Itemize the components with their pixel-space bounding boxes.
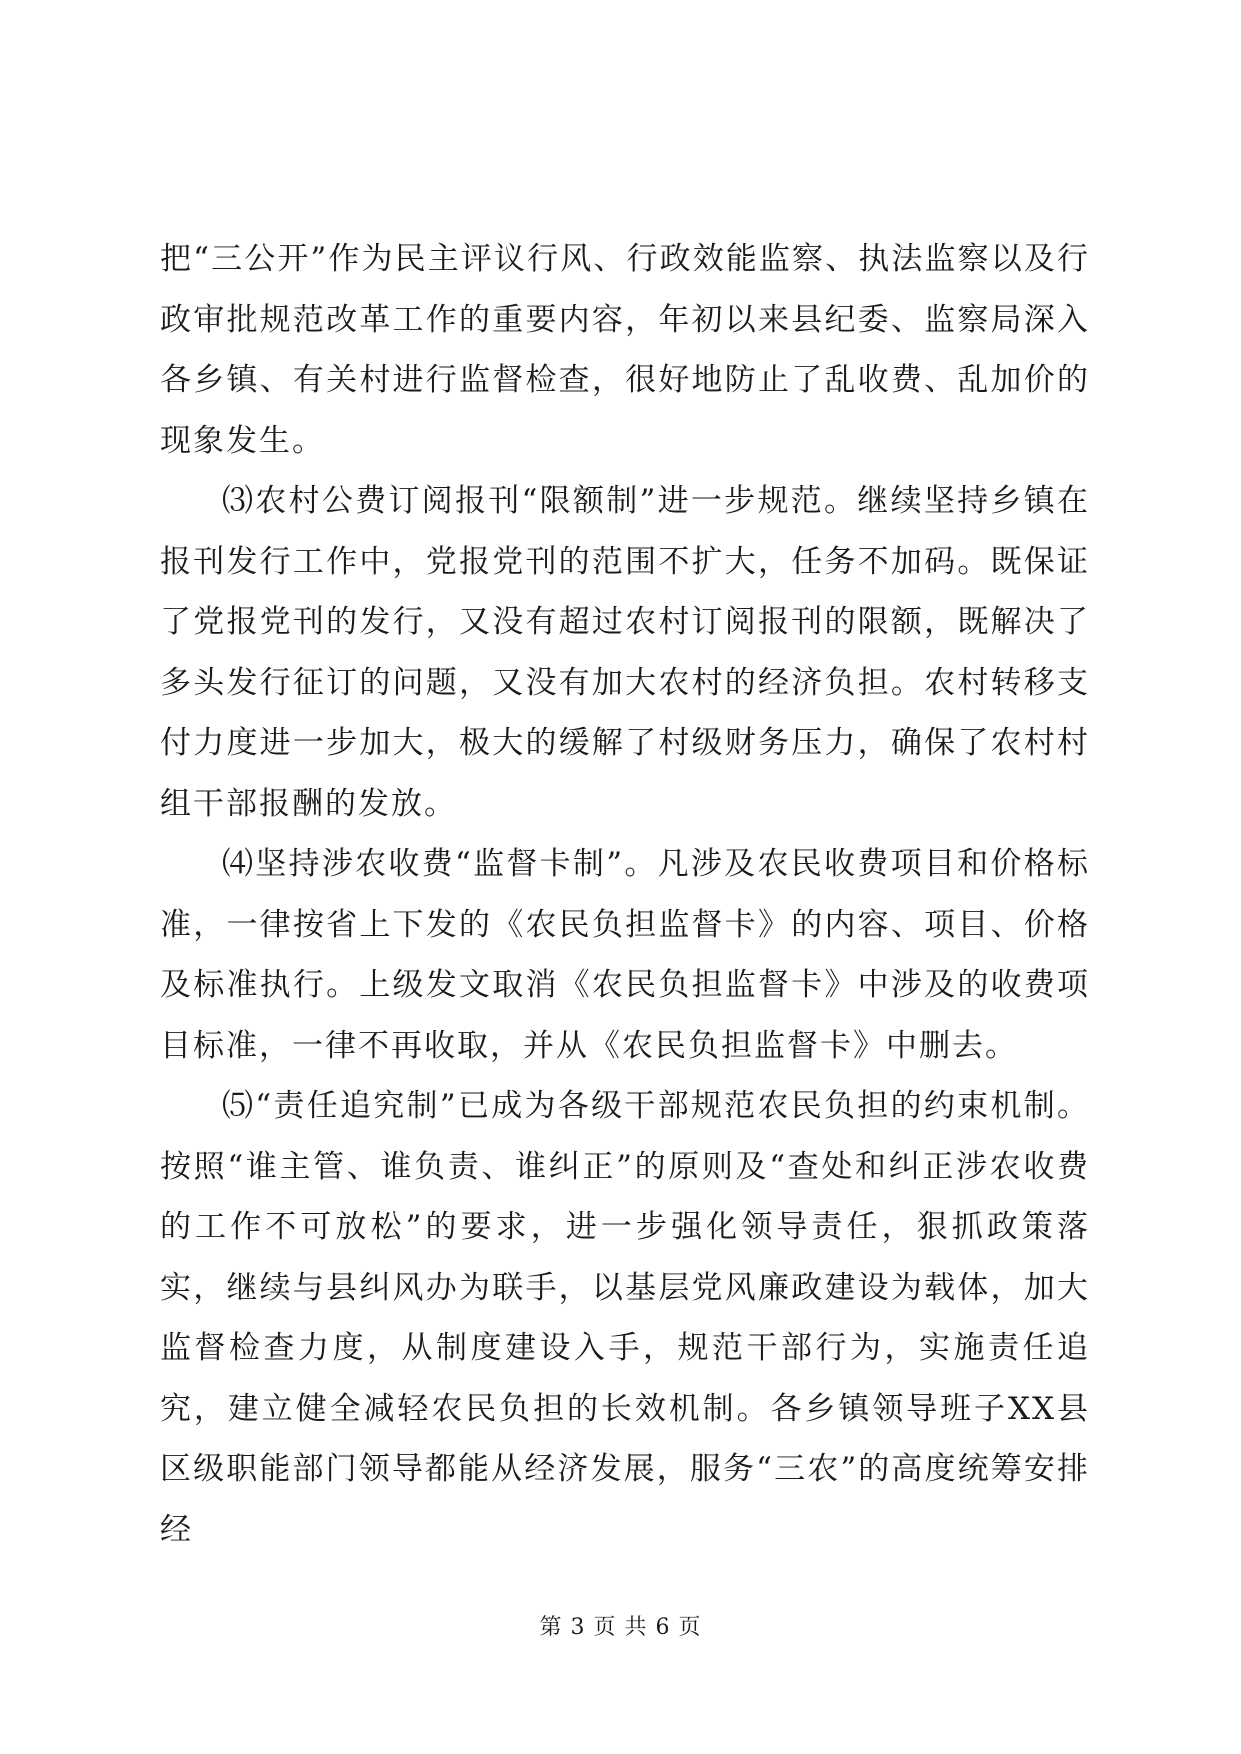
paragraph-continuation: 把“三公开”作为民主评议行风、行政效能监察、执法监察以及行政审批规范改革工作的重要内容，年初以来县纪委、监察局深入各乡镇、有关村进行监督检查，很好地防止了乱收费、乱加价的现象发生。	[160, 241, 1090, 459]
page-number-footer: 第 3 页 共 6 页	[539, 1615, 702, 1640]
document-body	[160, 229, 1090, 1560]
paragraph-item-4: ⑷坚持涉农收费“监督卡制”。凡涉及农民收费项目和价格标准，一律按省上下发的《农民负担监督卡》的内容、项目、价格及标准执行。上级发文取消《农民负担监督卡》中涉及的收费项目标准，一律不再收取，并从《农民负担监督卡》中删去。	[160, 846, 1090, 1064]
paragraph-item-5: ⑸“责任追究制”已成为各级干部规范农民负担的约束机制。按照“谁主管、谁负责、谁纠正”的原则及“查处和纠正涉农收费的工作不可放松”的要求，进一步强化领导责任，狠抓政策落实，继续与县纠风办为联手，以基层党风廉政建设为载体，加大监督检查力度，从制度建设入手，规范干部行为，实施责任追究，建立健全减轻农民负担的长效机制。各乡镇领导班子XX县区级职能部门领导都能从经济发展，服务“三农”的高度统筹安排经	[160, 1088, 1090, 1548]
paragraph-item-3: ⑶农村公费订阅报刊“限额制”进一步规范。继续坚持乡镇在报刊发行工作中，党报党刊的范围不扩大，任务不加码。既保证了党报党刊的发行，又没有超过农村订阅报刊的限额，既解决了多头发行征订的问题，又没有加大农村的经济负担。农村转移支付力度进一步加大，极大的缓解了村级财务压力，确保了农村村组干部报酬的发放。	[160, 483, 1090, 822]
